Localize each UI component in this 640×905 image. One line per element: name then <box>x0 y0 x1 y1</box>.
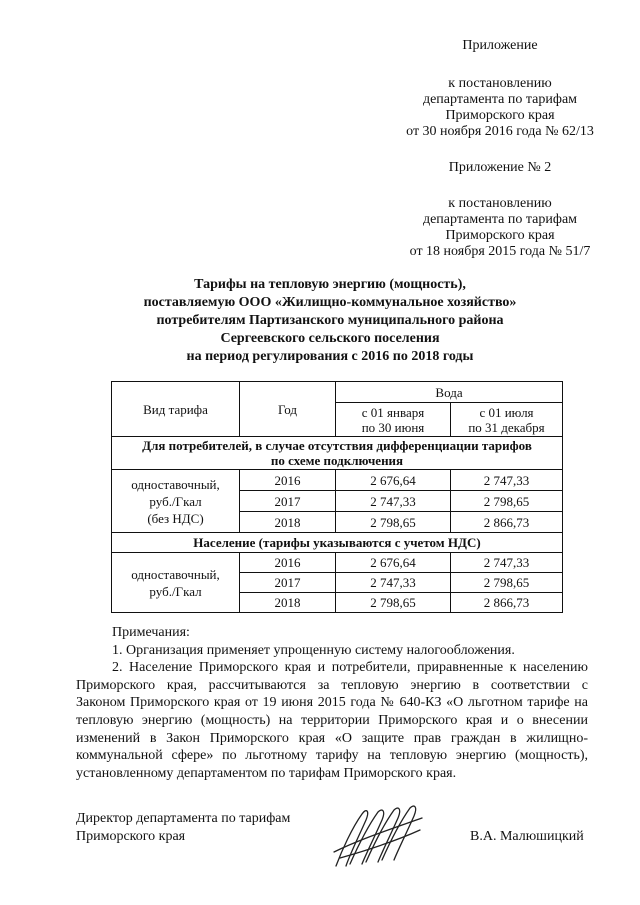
tariff-value: 2 866,73 <box>451 512 563 533</box>
year-cell: 2018 <box>240 593 336 613</box>
tariff-value: 2 798,65 <box>336 512 451 533</box>
appendix-header <box>380 38 620 54</box>
year-cell: 2017 <box>240 491 336 512</box>
appendix2-line: к постановлению <box>448 196 552 211</box>
note-2-line: установленному департаментом по тарифам Приморского края. <box>76 765 457 781</box>
document-title <box>70 276 590 366</box>
tariff-category <box>112 470 240 533</box>
year-cell: 2017 <box>240 573 336 593</box>
appendix-line: Приморского края <box>445 108 555 123</box>
section-heading-line: по схеме подключения <box>270 453 404 468</box>
section-heading: Население (тарифы указываются с учетом НДС) <box>112 533 563 553</box>
year-cell: 2018 <box>240 512 336 533</box>
notes-block <box>76 624 588 782</box>
table-row <box>112 470 563 491</box>
signatory-position <box>76 810 290 846</box>
tariff-value: 2 676,64 <box>336 470 451 491</box>
tariff-table <box>111 381 563 613</box>
category-line: одноставочный, <box>131 566 220 582</box>
period-1-line: с 01 января <box>361 404 425 420</box>
table-row <box>112 553 563 573</box>
appendix2-line: департамента по тарифам <box>422 212 578 227</box>
tariff-value: 2 866,73 <box>451 593 563 613</box>
handwritten-signature <box>328 800 428 872</box>
note-2-line: тепловую энергию (мощность) на территории Приморского края и о внесении <box>76 712 588 728</box>
period-2-line: по 31 декабря <box>468 419 545 435</box>
appendix2-header <box>380 160 620 176</box>
section-heading-line: Для потребителей, в случае отсутствия дифференциации тарифов <box>142 438 532 453</box>
tariff-category <box>112 553 240 613</box>
appendix2-line: от 18 ноября 2015 года № 51/7 <box>409 244 591 259</box>
appendix-reference <box>380 76 620 140</box>
tariff-value: 2 676,64 <box>336 553 451 573</box>
note-1: 1. Организация применяет упрощенную систему налогообложения. <box>112 642 515 658</box>
notes-heading: Примечания: <box>112 625 190 640</box>
tariff-value: 2 798,65 <box>336 593 451 613</box>
appendix2-title: Приложение № 2 <box>448 160 552 175</box>
tariff-value: 2 747,33 <box>336 491 451 512</box>
appendix2-reference <box>380 196 620 260</box>
category-line: руб./Гкал <box>149 493 202 509</box>
section-heading <box>112 437 563 470</box>
note-2-line: 2. Население Приморского края и потребители, приравненные к населению <box>112 660 588 676</box>
header-year: Год <box>240 382 336 437</box>
appendix-line: к постановлению <box>448 76 552 91</box>
title-line: на период регулирования с 2016 по 2018 годы <box>186 349 474 364</box>
appendix-title: Приложение <box>462 38 538 53</box>
position-line: Приморского края <box>76 829 186 844</box>
note-2-line: Приморского края, рассчитываются за тепловую энергию в соответствии с <box>76 677 588 693</box>
title-line: Тарифы на тепловую энергию (мощность), <box>194 277 466 292</box>
category-line: руб./Гкал <box>149 583 202 599</box>
category-line: одноставочный, <box>131 476 220 492</box>
tariff-value: 2 747,33 <box>451 553 563 573</box>
appendix-line: от 30 ноября 2016 года № 62/13 <box>406 124 594 139</box>
title-line: поставляемую ООО «Жилищно-коммунальное хозяйство» <box>143 295 517 310</box>
category-line: (без НДС) <box>147 510 204 526</box>
period-2-line: с 01 июля <box>479 404 534 420</box>
appendix-line: департамента по тарифам <box>422 92 578 107</box>
tariff-value: 2 798,65 <box>451 573 563 593</box>
note-2-line: изменений в Закон Приморского края «О защите прав граждан в жилищно- <box>76 730 588 746</box>
header-water: Вода <box>336 382 563 403</box>
tariff-value: 2 798,65 <box>451 491 563 512</box>
tariff-value: 2 747,33 <box>451 470 563 491</box>
appendix2-line: Приморского края <box>445 228 555 243</box>
note-2-line: коммунальной сфере» по льготному тарифу на тепловую энергию (мощность), <box>76 748 588 764</box>
year-cell: 2016 <box>240 470 336 491</box>
title-line: потребителям Партизанского муниципального района <box>156 313 504 328</box>
title-line: Сергеевского сельского поселения <box>220 331 440 346</box>
note-2-line: Законом Приморского края от 19 июня 2015 года № 640-КЗ «О льготном тарифе на <box>76 695 588 711</box>
header-period-2 <box>451 403 563 437</box>
header-tariff-type: Вид тарифа <box>112 382 240 437</box>
position-line: Директор департамента по тарифам <box>76 811 291 826</box>
signatory-name: В.А. Малюшицкий <box>470 829 584 844</box>
tariff-value: 2 747,33 <box>336 573 451 593</box>
year-cell: 2016 <box>240 553 336 573</box>
header-period-1 <box>336 403 451 437</box>
period-1-line: по 30 июня <box>361 419 425 435</box>
